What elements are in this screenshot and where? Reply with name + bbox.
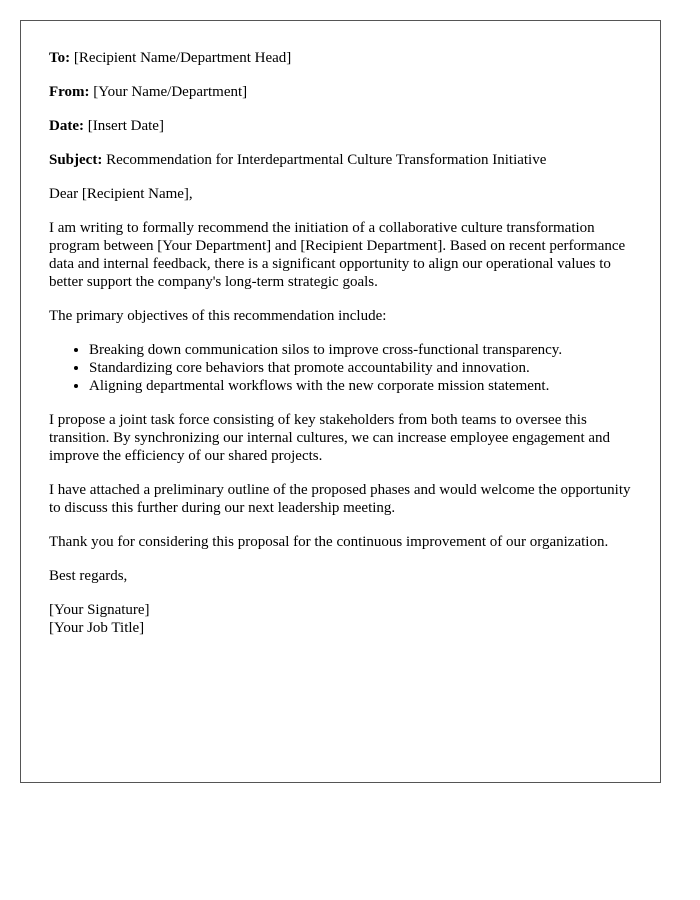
signature: [Your Signature]: [49, 602, 150, 618]
salutation: Dear [Recipient Name],: [49, 186, 193, 202]
paragraph-intro: I am writing to formally recommend the initiation of a collaborative culture transformation program between [Your Department] and [Recipient Department]. Based on recent performance data and internal feedback, there is a significant opportunity to align our operational values to better support the company's long-term strategic goals.: [49, 220, 626, 290]
from-label: From:: [49, 84, 90, 100]
date-value: [Insert Date]: [87, 118, 164, 134]
paragraph-proposal: I propose a joint task force consisting of key stakeholders from both teams to oversee this transition. By synchronizing our internal cultures, we can increase employee engagement and improve the efficiency of our shared projects.: [49, 412, 611, 464]
job-title: [Your Job Title]: [49, 620, 145, 636]
paragraph-thanks: Thank you for considering this proposal for the continuous improvement of our organization.: [49, 534, 609, 550]
subject-value: Recommendation for Interdepartmental Culture Transformation Initiative: [106, 152, 547, 168]
signature-block: [49, 601, 632, 637]
to-value: [Recipient Name/Department Head]: [73, 50, 292, 66]
from-line: [49, 83, 632, 101]
letter: [20, 20, 661, 783]
paragraph-attachment: I have attached a preliminary outline of the proposed phases and would welcome the opportunity to discuss this further during our next leadership meeting.: [49, 482, 631, 516]
from-value: [Your Name/Department]: [93, 84, 248, 100]
subject-line: [49, 151, 632, 169]
to-line: [49, 49, 632, 67]
date-line: [49, 117, 632, 135]
objectives-list: [49, 341, 632, 395]
to-label: To:: [49, 50, 71, 66]
list-item: • Breaking down communication silos to improve cross-functional transparency.: [89, 341, 632, 359]
list-item: • Standardizing core behaviors that promote accountability and innovation.: [89, 359, 632, 377]
objectives-intro: The primary objectives of this recommendation include:: [49, 308, 387, 324]
date-label: Date:: [49, 118, 84, 134]
subject-label: Subject:: [49, 152, 103, 168]
list-item: • Aligning departmental workflows with the new corporate mission statement.: [89, 377, 632, 395]
valediction: Best regards,: [49, 568, 128, 584]
